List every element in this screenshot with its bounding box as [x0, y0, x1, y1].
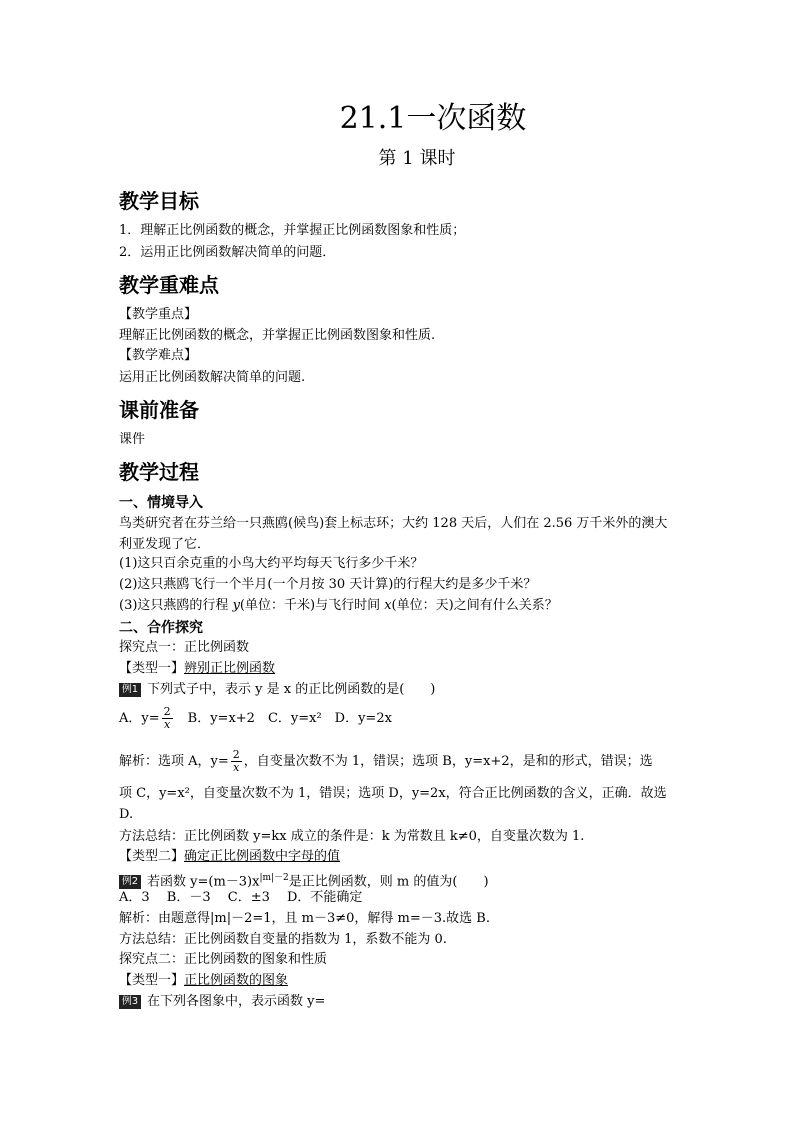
difficulty-text: 运用正比例函数解决简单的问题. — [119, 370, 306, 385]
goal-item-1: 1．理解正比例函数的概念，并掌握正比例函数图象和性质； — [119, 223, 466, 238]
example-2-badge: 例2 — [119, 875, 141, 889]
type3-title: 正比例函数的图象 — [184, 973, 289, 988]
fraction — [162, 706, 173, 731]
fraction-denominator: x — [164, 718, 171, 731]
example-3-badge: 例3 — [119, 995, 141, 1009]
exponent: |m|－2 — [259, 873, 289, 883]
explore-point-1: 探究点一：正比例函数 — [119, 640, 250, 655]
example-2-text-b: 是正比例函数，则 m 的值为( ) — [288, 874, 489, 890]
solution-fraction — [231, 749, 242, 774]
difficulty-label: 【教学难点】 — [119, 348, 198, 363]
option-a: A．y= — [119, 711, 160, 726]
heading-preparation: 课前准备 — [119, 398, 199, 422]
fraction-numerator: 2 — [163, 705, 171, 718]
type3-line — [119, 972, 288, 990]
key-label: 【教学重点】 — [119, 307, 198, 322]
type1-label: 【类型一】 — [119, 661, 185, 676]
example-2-options: A．3 B．－3 C．±3 D．不能确定 — [119, 890, 363, 905]
heading-process: 教学过程 — [119, 460, 199, 484]
example-2-question — [119, 869, 489, 891]
example-2-solution: 解析：由题意得|m|－2=1，且 m－3≠0，解得 m=－3.故选 B. — [119, 911, 490, 926]
example-2-text-a: 若函数 y=(m－3)x — [147, 874, 260, 890]
question-3-part-a: (3)这只燕鸥的行程 — [119, 598, 233, 613]
page-subtitle: 第 1 课时 — [378, 148, 456, 169]
solution-fraction-denominator: x — [233, 761, 240, 774]
solution-part-a: 解析：选项 A，y= — [119, 754, 229, 769]
key-text: 理解正比例函数的概念，并掌握正比例函数图象和性质. — [119, 328, 436, 343]
question-3-part-b: (单位：千米)与飞行时间 — [239, 598, 385, 613]
example-1-summary: 方法总结：正比例函数 y=kx 成立的条件是：k 为常数且 k≠0，自变量次数为 1. — [119, 829, 585, 844]
type3-label: 【类型一】 — [119, 973, 185, 988]
example-1-solution-line1 — [119, 749, 653, 774]
example-3-question — [119, 993, 325, 1011]
heading-key-points: 教学重难点 — [119, 273, 219, 297]
example-2-summary: 方法总结：正比例函数自变量的指数为 1，系数不能为 0. — [119, 932, 447, 947]
heading-teaching-goals: 教学目标 — [119, 189, 199, 213]
question-1: (1)这只百余克重的小鸟大约平均每天飞行多少千米？ — [119, 556, 424, 571]
preparation-text: 课件 — [119, 432, 146, 447]
example-1-text: 下列式子中，表示 y 是 x 的正比例函数的是( ) — [147, 682, 436, 697]
example-1-solution-line2: 项 C，y=x²，自变量次数不为 1，错误；选项 D，y=2x，符合正比例函数的含义，正确．故选 D. — [119, 786, 667, 822]
type2-line — [119, 848, 340, 866]
question-3-part-c: (单位：天)之间有什么关系？ — [391, 598, 558, 613]
example-1-options — [119, 706, 392, 731]
part2-heading: 二、合作探究 — [119, 620, 203, 636]
intro-paragraph: 鸟类研究者在芬兰给一只燕鸥(候鸟)套上标志环；大约 128 天后，人们在 2.56 万千米外的澳大利亚发现了它． — [119, 516, 668, 552]
solution-fraction-numerator: 2 — [232, 748, 240, 761]
example-1-question — [119, 681, 435, 699]
example-3-text: 在下列各图象中，表示函数 y= — [147, 994, 326, 1009]
part1-heading: 一、情境导入 — [119, 495, 203, 511]
type2-title: 确定正比例函数中字母的值 — [184, 849, 341, 864]
type2-label: 【类型二】 — [119, 849, 185, 864]
example-1-badge: 例1 — [119, 683, 141, 697]
page-title: 21.1一次函数 — [339, 101, 527, 136]
options-bcd: B．y=x+2 C．y=x² D．y=2x — [187, 711, 392, 726]
goal-item-2: 2．运用正比例函数解决简单的问题． — [119, 245, 336, 260]
question-2: (2)这只燕鸥飞行一个半月(一个月按 30 天计算)的行程大约是多少千米？ — [119, 577, 537, 592]
type1-line — [119, 660, 275, 678]
type1-title: 辨别正比例函数 — [184, 661, 276, 676]
question-3 — [119, 597, 558, 615]
explore-point-2: 探究点二：正比例函数的图象和性质 — [119, 952, 328, 967]
solution-part-b: ，自变量次数不为 1，错误；选项 B，y=x+2，是和的形式，错误；选 — [243, 754, 653, 769]
var-y: y — [232, 598, 240, 613]
var-x: x — [384, 598, 392, 613]
